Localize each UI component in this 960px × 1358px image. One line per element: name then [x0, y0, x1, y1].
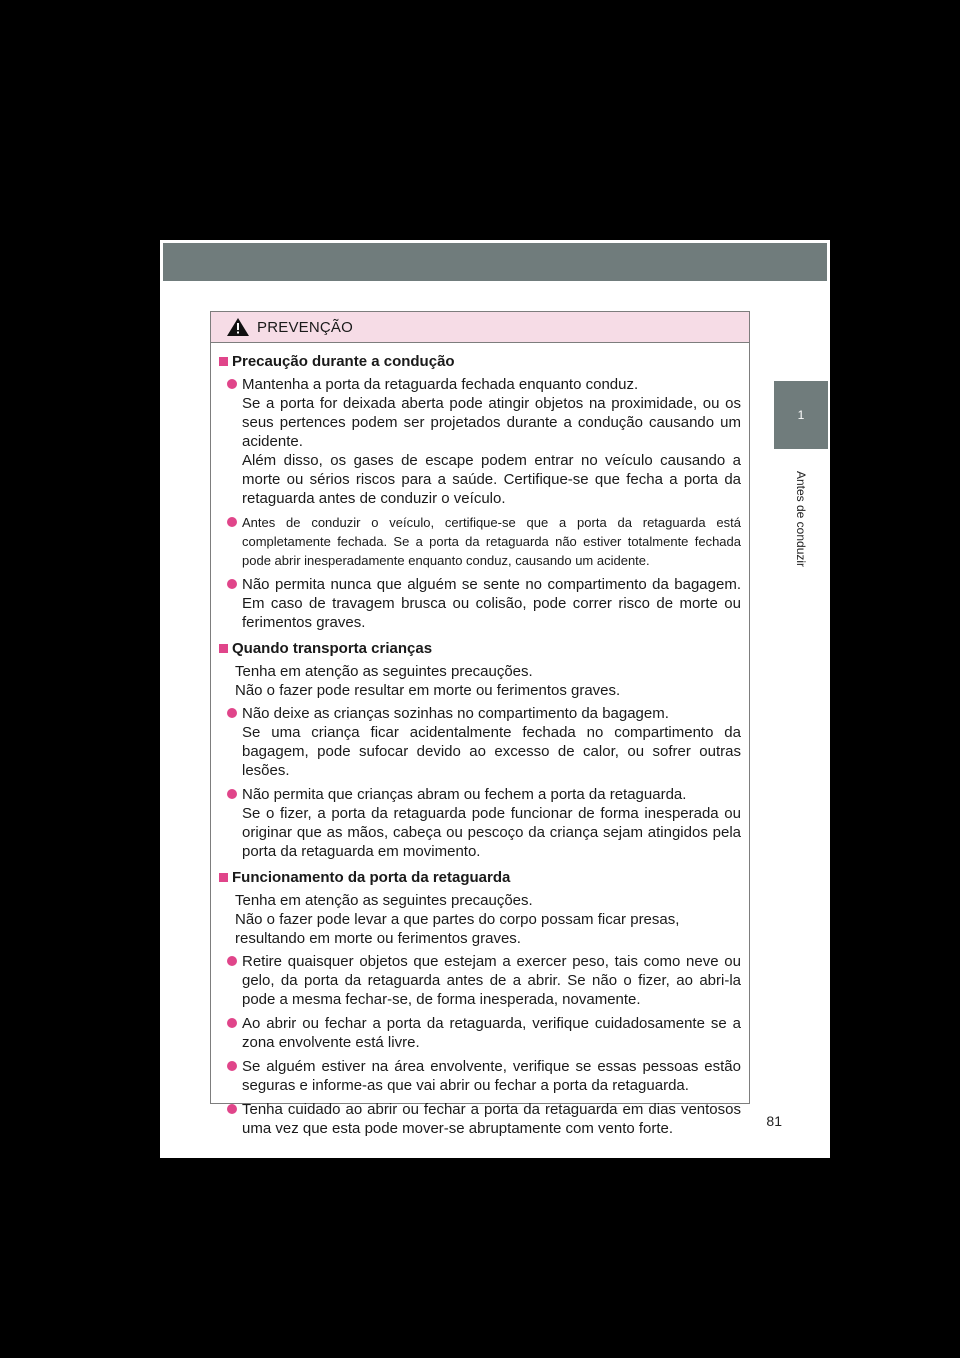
list-item-text: [242, 952, 741, 1009]
square-bullet-icon: [219, 357, 228, 366]
warning-triangle-icon: [227, 318, 249, 336]
round-bullet-icon: [227, 956, 237, 966]
list-item: [219, 1057, 741, 1095]
section-intro: [219, 662, 741, 700]
warning-content: [211, 343, 749, 1138]
section-heading-text: Precaução durante a condução: [232, 353, 455, 370]
round-bullet-icon: [227, 517, 237, 527]
round-bullet-icon: [227, 708, 237, 718]
warning-title: PREVENÇÃO: [257, 318, 353, 336]
paragraph: Se o fizer, a porta da retaguarda pode funcionar de forma inesperada ou originar que as mãos, cabeça ou pescoço da criança sejam atingidos pela porta da retaguarda em movimento.: [242, 805, 741, 860]
paragraph: Mantenha a porta da retaguarda fechada enquanto conduz.: [242, 376, 639, 393]
warning-section: [219, 639, 741, 861]
list-item: [219, 785, 741, 861]
section-heading: [219, 639, 741, 658]
paragraph: Não permita que crianças abram ou fechem a porta da retaguarda.: [242, 786, 687, 803]
round-bullet-icon: [227, 1061, 237, 1071]
square-bullet-icon: [219, 644, 228, 653]
paragraph: Retire quaisquer objetos que estejam a exercer peso, tais como neve ou gelo, da porta da retaguarda antes de a abrir. Se não o fizer, ao abri-la pode a mesma fechar-se, de forma inesperada, novamente.: [242, 953, 741, 1008]
list-item-text: [242, 785, 741, 861]
square-bullet-icon: [219, 873, 228, 882]
list-item: [219, 575, 741, 632]
list-item-text: [242, 575, 741, 632]
round-bullet-icon: [227, 789, 237, 799]
list-item-text: [242, 1014, 741, 1052]
warning-section: [219, 868, 741, 1138]
list-item-text: [242, 704, 741, 780]
paragraph: Antes de conduzir o veículo, certifique-se que a porta da retaguarda está completamente fechada. Se a porta da retaguarda não estiver totalmente fechada pode abrir inesperadamente enquanto conduz, causando um acidente.: [242, 515, 741, 568]
warning-box: [210, 311, 750, 1137]
chapter-number: 1: [797, 408, 805, 422]
paragraph: Além disso, os gases de escape podem entrar no veículo causando a morte ou sérios riscos para a saúde. Certifique-se que fecha a porta da retaguarda antes de conduzir o veículo.: [242, 452, 741, 507]
list-item-text: [242, 1100, 741, 1138]
list-item-text: [242, 1057, 741, 1095]
list-item-text: [242, 375, 741, 508]
page-number: 81: [766, 1113, 782, 1129]
intro-line: Tenha em atenção as seguintes precauções.: [235, 663, 533, 680]
round-bullet-icon: [227, 1104, 237, 1114]
warning-header: [211, 312, 749, 343]
list-item: [219, 1100, 741, 1138]
round-bullet-icon: [227, 579, 237, 589]
header-bar: [163, 243, 827, 281]
section-heading: [219, 352, 741, 371]
section-heading: [219, 868, 741, 887]
round-bullet-icon: [227, 1018, 237, 1028]
warning-section: [219, 352, 741, 632]
list-item: [219, 375, 741, 508]
intro-line: Tenha em atenção as seguintes precauções.: [235, 892, 533, 909]
round-bullet-icon: [227, 379, 237, 389]
paragraph: Não deixe as crianças sozinhas no compartimento da bagagem.: [242, 705, 669, 722]
list-item-text: [242, 513, 741, 570]
paragraph: Tenha cuidado ao abrir ou fechar a porta da retaguarda em dias ventosos uma vez que esta pode mover-se abruptamente com vento forte.: [242, 1101, 741, 1137]
chapter-title: Antes de conduzir: [794, 470, 808, 568]
list-item: [219, 1014, 741, 1052]
paragraph: Se a porta for deixada aberta pode atingir objetos na proximidade, ou os seus pertences podem ser projetados durante a condução causando um acidente.: [242, 395, 741, 450]
intro-line: Não o fazer pode levar a que partes do corpo possam ficar presas, resultando em morte ou ferimentos graves.: [235, 911, 680, 947]
paragraph: Se alguém estiver na área envolvente, verifique se essas pessoas estão seguras e informe-as que vai abrir ou fechar a porta da retaguarda.: [242, 1058, 741, 1094]
section-intro: [219, 891, 741, 948]
section-heading-text: Funcionamento da porta da retaguarda: [232, 869, 511, 886]
list-item: [219, 704, 741, 780]
intro-line: Não o fazer pode resultar em morte ou ferimentos graves.: [235, 682, 621, 699]
list-item: [219, 952, 741, 1009]
paragraph: Se uma criança ficar acidentalmente fechada no compartimento da bagagem, pode sufocar devido ao excesso de calor, ou sofrer outras lesões.: [242, 724, 741, 779]
section-heading-text: Quando transporta crianças: [232, 640, 433, 657]
list-item: [219, 513, 741, 570]
manual-page: [160, 240, 830, 1158]
paragraph: Ao abrir ou fechar a porta da retaguarda, verifique cuidadosamente se a zona envolvente está livre.: [242, 1015, 741, 1051]
paragraph: Não permita nunca que alguém se sente no compartimento da bagagem. Em caso de travagem brusca ou colisão, pode correr risco de morte ou ferimentos graves.: [242, 576, 741, 631]
